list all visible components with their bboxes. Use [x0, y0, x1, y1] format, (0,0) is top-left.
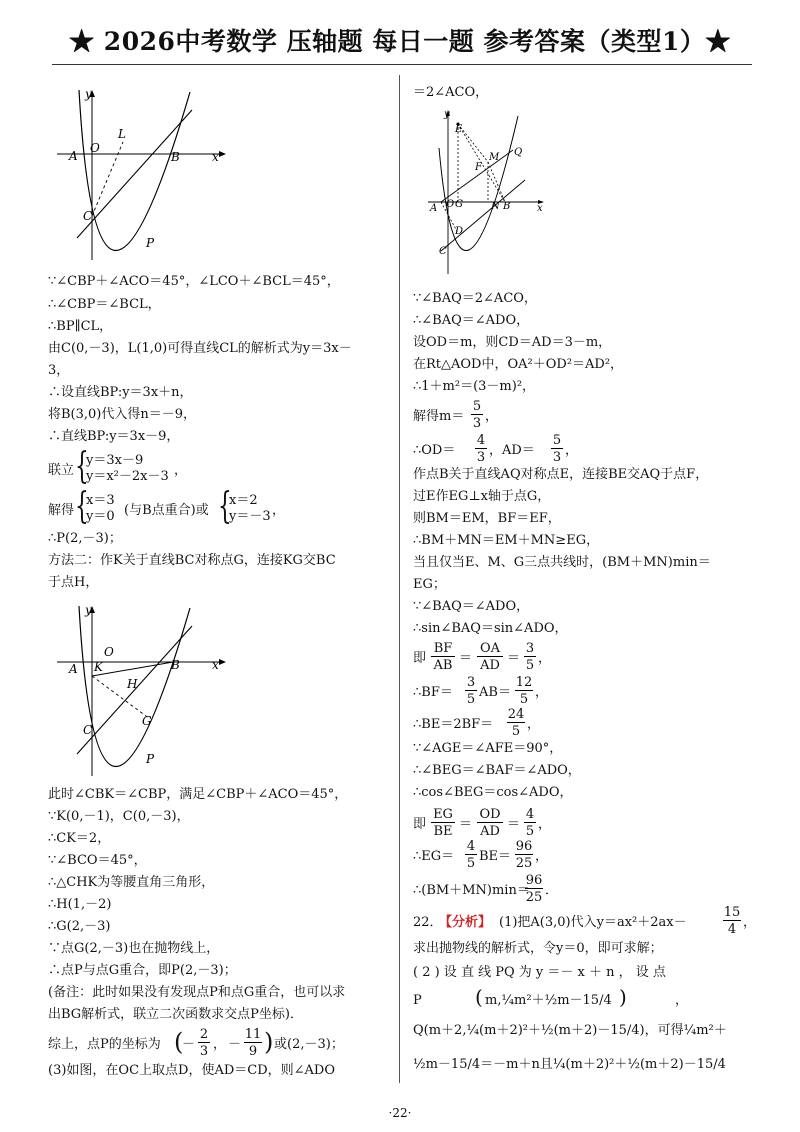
left-line-2: ∴∠CBP＝∠BCL，: [48, 297, 161, 312]
fig1-label-B: B: [171, 150, 180, 164]
right-line-27: 求出抛物线的解析式，令y＝0，即可求解；: [413, 941, 663, 956]
right-line-11: 则BM＝EM，BF＝EF，: [413, 511, 561, 526]
right-line-2: ∵∠BAQ＝2∠ACO，: [413, 291, 537, 306]
fig2-label-P: P: [146, 752, 155, 766]
left-line-5: 3，: [48, 363, 70, 378]
fig3-label-A: A: [430, 203, 438, 214]
fig1-label-L: L: [118, 127, 126, 141]
right-line-9: 作点B关于直线AQ对称点E，连接BE交AQ于点F，: [413, 467, 709, 482]
fig3-label-M: M: [489, 152, 500, 163]
fig1-label-A: A: [69, 149, 78, 163]
right-line-31: ½m－15/4＝－m＋n且¼(m＋2)²＋½(m＋2)－15/4: [413, 1057, 726, 1072]
column-divider: [399, 75, 400, 1083]
left-line-20: ∴G(2,－3): [48, 919, 111, 934]
right-line-16: ∴sin∠BAQ＝sin∠ADO，: [413, 621, 568, 636]
fig2-label-O: O: [104, 645, 114, 659]
right-line-5: 在Rt△AOD中，OA²＋OD²＝AD²，: [413, 357, 624, 372]
fig2-label-B: B: [171, 658, 180, 672]
left-line-1: ∵∠CBP＋∠ACO＝45°，∠LCO＋∠BCL＝45°，: [48, 274, 340, 289]
page-number: ·22·: [388, 1106, 412, 1120]
right-line-3: ∴∠BAQ＝∠ADO，: [413, 313, 530, 328]
left-line-22: ∴点P与点G重合，即P(2,－3)；: [48, 963, 237, 978]
left-line-19: ∴H(1,－2): [48, 897, 112, 912]
fig2-label-y: y: [85, 603, 92, 617]
fig2-label-C: C: [83, 723, 93, 737]
left-line-11: ∴P(2,－3)；: [48, 531, 122, 546]
fig2-label-A: A: [69, 662, 78, 676]
fig3-label-C: C: [439, 246, 447, 257]
left-line-6: ∴设直线BP:y＝3x＋n，: [48, 385, 193, 400]
left-line-8: ∴直线BP:y＝3x－9，: [48, 429, 180, 444]
fig3-label-Q: Q: [514, 147, 523, 158]
left-line-12: 方法二：作K关于直线BC对称点G，连接KG交BC: [48, 553, 336, 568]
fig3-label-y: y: [444, 109, 450, 120]
fig3-label-N: N: [491, 201, 500, 212]
left-line-14: 此时∠CBK＝∠CBP，满足∠CBP＋∠ACO＝45°，: [48, 787, 348, 802]
fig2-label-H: H: [127, 677, 138, 691]
right-line-14: EG；: [413, 577, 446, 592]
left-line-4: 由C(0,－3)，L(1,0)可得直线CL的解析式为y＝3x－: [48, 341, 352, 356]
right-line-10: 过E作EG⊥x轴于点G，: [413, 489, 551, 504]
fig2-label-G: G: [142, 714, 152, 728]
figure-3-parabola: [425, 108, 555, 278]
left-line-23: (备注：此时如果没有发现点P和点G重合，也可以求: [48, 985, 346, 1000]
fig3-label-G: G: [455, 199, 463, 210]
page-header-title: ★ 2026中考数学 压轴题 每日一题 参考答案（类型1）★: [69, 27, 731, 56]
fig3-label-O: O: [446, 199, 455, 210]
right-line-22: ∴cos∠BEG＝cos∠ADO，: [413, 785, 573, 800]
right-line-12: ∴BM＋MN＝EM＋MN≥EG，: [413, 533, 600, 548]
analysis-tag: 【分析】: [439, 915, 492, 930]
left-line-21: ∵点G(2,－3)也在抛物线上，: [48, 941, 220, 956]
fig3-label-E: E: [455, 124, 463, 135]
fig3-label-B: B: [503, 201, 511, 212]
fig3-label-D: D: [455, 226, 464, 237]
left-line-7: 将B(3,0)代入得n＝－9，: [48, 407, 197, 422]
fig2-label-x: x: [212, 658, 219, 672]
right-line-15: ∵∠BAQ＝∠ADO，: [413, 599, 530, 614]
right-line-13: 当且仅当E、M、G三点共线时，(BM＋MN)min＝: [413, 555, 711, 570]
right-line-30: Q(m＋2,¼(m＋2)²＋½(m＋2)－15/4)，可得¼m²＋: [413, 1023, 727, 1038]
left-line-18: ∴△CHK为等腰直角三角形，: [48, 875, 215, 890]
left-line-13: 于点H，: [48, 575, 99, 590]
left-line-24: 出BG解析式，联立二次函数求交点P坐标)．: [48, 1007, 303, 1022]
left-line-17: ∵∠BCO＝45°，: [48, 853, 147, 868]
right-line-6: ∴1＋m²＝(3－m)²，: [413, 379, 536, 394]
left-line-15: ∵K(0,－1)，C(0,－3)，: [48, 809, 190, 824]
fig2-label-K: K: [94, 660, 103, 674]
right-line-4: 设OD＝m，则CD＝AD＝3－m，: [413, 335, 612, 350]
fig1-label-y: y: [85, 87, 92, 101]
right-line-20: ∵∠AGE＝∠AFE＝90°，: [413, 741, 563, 756]
fig3-label-x: x: [537, 203, 543, 214]
figure-1-parabola: [52, 80, 242, 265]
fig1-label-O: O: [90, 141, 100, 155]
left-line-3: ∴BP∥CL，: [48, 319, 113, 334]
figure-2-parabola: [52, 596, 242, 781]
fig1-label-x: x: [212, 150, 219, 164]
left-line-16: ∴CK＝2，: [48, 831, 111, 846]
right-line-1: ＝2∠ACO，: [413, 85, 489, 100]
right-line-21: ∴∠BEG＝∠BAF＝∠ADO，: [413, 763, 581, 778]
left-line-26: (3)如图，在OC上取点D，使AD＝CD，则∠ADO: [48, 1063, 335, 1078]
fig1-label-P: P: [146, 236, 155, 250]
header-rule: [52, 64, 752, 65]
right-line-28: ( 2 ) 设 直 线 PQ 为 y ＝－ x ＋ n ， 设 点: [413, 965, 666, 980]
fig1-label-C: C: [83, 209, 93, 223]
fig3-label-F: F: [475, 162, 482, 173]
